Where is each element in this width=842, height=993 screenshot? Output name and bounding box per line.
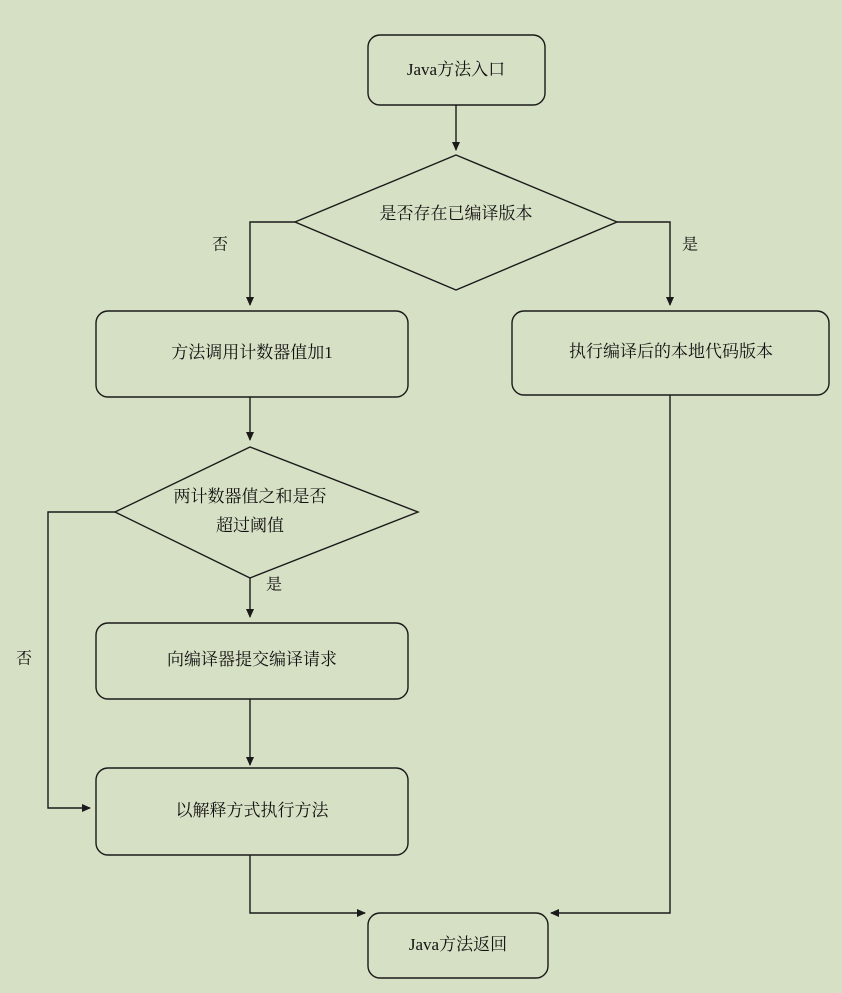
node-threshold-shape <box>115 447 418 578</box>
edge-interpret-to-return <box>250 855 365 913</box>
edge-label-threshold-yes: 是 <box>265 576 283 594</box>
edge-label-has-compiled-no: 否 <box>211 236 229 254</box>
edge-label-has-compiled-yes: 是 <box>681 236 699 254</box>
node-submit-request <box>96 623 408 699</box>
edge-native-to-return <box>551 395 670 913</box>
node-counter-inc-label: 方法调用计数器值加1 <box>171 342 333 362</box>
node-interpret <box>96 768 408 855</box>
node-threshold-label-line2: 超过阈值 <box>216 515 284 535</box>
edge-has-compiled-yes <box>617 222 670 305</box>
node-submit-request-label: 向编译器提交编译请求 <box>167 649 337 669</box>
edge-has-compiled-no <box>250 222 295 305</box>
node-exec-native <box>512 311 829 395</box>
node-counter-inc <box>96 311 408 397</box>
node-return-label: Java方法返回 <box>408 934 508 954</box>
node-interpret-label: 以解释方式执行方法 <box>175 800 329 820</box>
node-threshold <box>115 447 418 578</box>
node-start-label: Java方法入口 <box>406 59 506 79</box>
node-exec-native-label: 执行编译后的本地代码版本 <box>569 341 773 361</box>
node-return <box>368 913 548 978</box>
node-has-compiled-label: 是否存在已编译版本 <box>379 203 533 223</box>
node-threshold-label-line1: 两计数器值之和是否 <box>173 486 327 506</box>
edge-label-threshold-no: 否 <box>15 650 33 668</box>
node-start <box>368 35 545 105</box>
node-has-compiled <box>295 155 617 290</box>
